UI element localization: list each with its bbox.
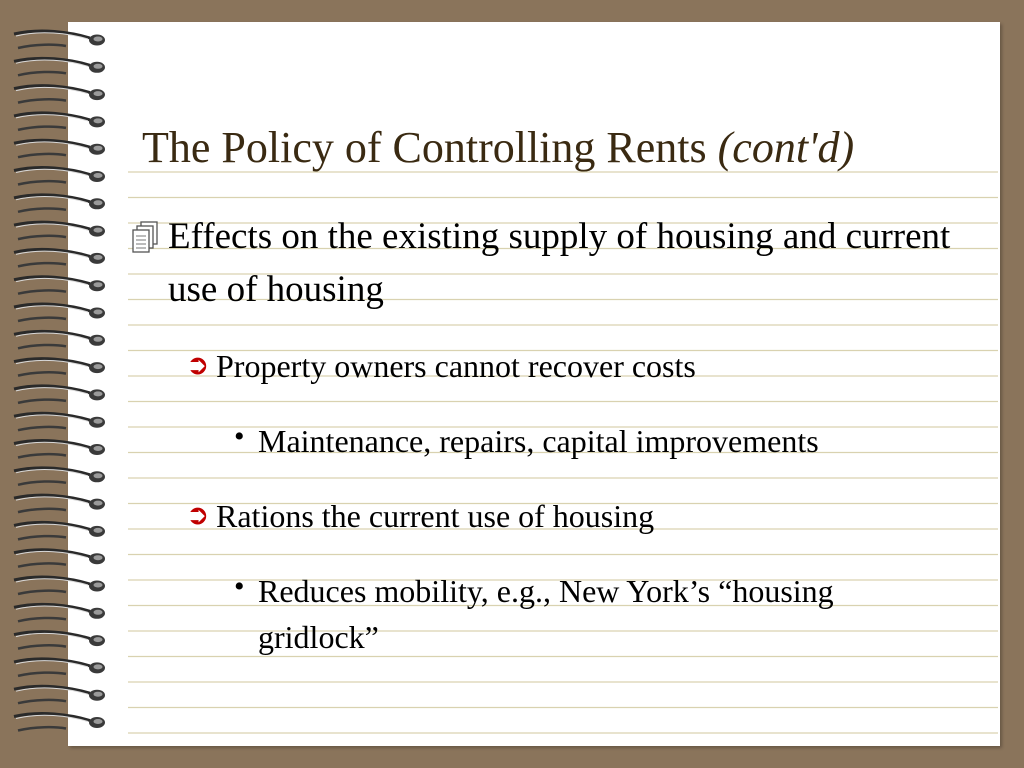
curved-arrow-icon: ➲: [186, 348, 210, 381]
sub-bullet-property-owners: Property owners cannot recover costs: [216, 348, 696, 384]
bullet-dot: •: [234, 570, 245, 603]
stacked-pages-icon: [130, 220, 160, 254]
bullet-level1-text: Effects on the existing supply of housing and current use of housing: [168, 216, 951, 310]
title-main: The Policy of Controlling Rents: [142, 123, 707, 172]
sub-sub-bullet-maintenance: Maintenance, repairs, capital improvements: [258, 423, 819, 459]
curved-arrow-icon: ➲: [186, 498, 210, 531]
sub-sub-bullet-mobility: Reduces mobility, e.g., New York’s “housing gridlock”: [258, 573, 834, 655]
slide-title: [142, 122, 854, 173]
title-suffix: (cont'd): [717, 123, 855, 172]
bullet-dot: •: [234, 420, 245, 453]
sub-bullet-rations: Rations the current use of housing: [216, 498, 655, 534]
